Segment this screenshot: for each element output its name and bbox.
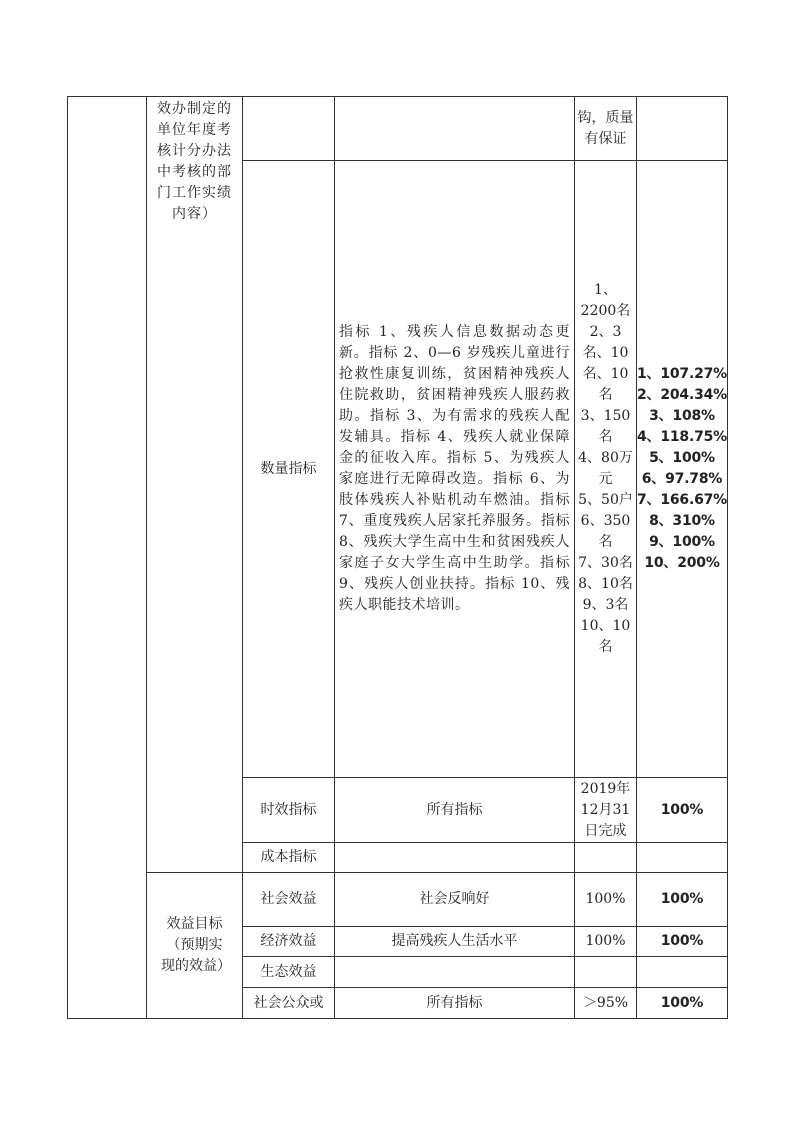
time-indicator-cell (243, 778, 335, 843)
eco-target-blank (575, 957, 637, 988)
quantity-target-item: 1、2200名 (580, 282, 631, 319)
performance-table (67, 96, 728, 1019)
quantity-actual-item: 1、107.27% (637, 366, 727, 382)
quantity-target-item: 2、3名、10名、10名 (582, 324, 629, 403)
actual-blank-cell (637, 97, 728, 161)
economic-target-cell (575, 927, 637, 957)
quantity-actuals-cell (637, 161, 728, 778)
quantity-target-item: 7、30名 (578, 555, 633, 571)
output-category-text: 效办制定的单位年度考核计分办法中考核的部门工作实绩内容） (157, 101, 232, 222)
target-cell (575, 97, 637, 161)
quantity-actual-item: 3、108% (649, 408, 715, 424)
cost-indicator-label: 成本指标 (260, 849, 317, 865)
public-target-cell (575, 988, 637, 1019)
cost-indicator-cell (243, 843, 335, 873)
quantity-targets-cell (575, 161, 637, 778)
quantity-description-cell (335, 161, 575, 778)
time-actual-cell (637, 778, 728, 843)
benefit-category-cell (147, 873, 243, 1019)
public-actual-text: 100% (660, 994, 704, 1011)
economic-actual-cell (637, 927, 728, 957)
output-category-cell (147, 97, 243, 873)
time-description-text: 所有指标 (426, 801, 483, 818)
benefit-category-text: 效益目标（预期实现的效益） (161, 916, 231, 974)
social-target-cell (575, 873, 637, 927)
cost-target-blank (575, 843, 637, 873)
quantity-target-item: 8、10名 (578, 576, 633, 592)
economic-description-text: 提高残疾人生活水平 (391, 933, 518, 949)
public-actual-cell (637, 988, 728, 1019)
quantity-indicator-cell (243, 161, 335, 778)
time-indicator-label: 时效指标 (260, 801, 317, 818)
eco-actual-blank (637, 957, 728, 988)
quantity-actual-item: 2、204.34% (637, 387, 727, 403)
indicator-blank-cell (243, 97, 335, 161)
quantity-actual-item: 8、310% (649, 513, 715, 529)
public-description-text: 所有指标 (426, 994, 483, 1011)
public-target-text: ＞95% (582, 994, 629, 1011)
social-indicator-cell (243, 873, 335, 927)
economic-actual-text: 100% (660, 933, 704, 949)
economic-indicator-label: 经济效益 (260, 933, 317, 949)
quantity-actual-item: 9、100% (649, 534, 715, 550)
outer-blank-cell (68, 97, 147, 1019)
table-row-continuation (68, 97, 728, 161)
quantity-actual-item: 10、200% (644, 555, 720, 571)
economic-indicator-cell (243, 927, 335, 957)
eco-indicator-cell (243, 957, 335, 988)
public-indicator-cell (243, 988, 335, 1019)
quantity-actual-item: 6、97.78% (641, 471, 723, 487)
eco-indicator-label: 生态效益 (260, 963, 317, 980)
time-target-text: 2019年12月31日完成 (580, 780, 631, 839)
economic-target-text: 100% (585, 933, 626, 949)
quantity-actual-item: 4、118.75% (637, 429, 727, 445)
target-text: 钩，质量有保证 (577, 109, 634, 147)
cost-description-blank (335, 843, 575, 873)
description-blank-cell (335, 97, 575, 161)
cost-actual-blank (637, 843, 728, 873)
social-indicator-label: 社会效益 (260, 891, 317, 907)
social-actual-cell (637, 873, 728, 927)
public-description-cell (335, 988, 575, 1019)
quantity-actual-item: 5、100% (649, 450, 715, 466)
quantity-target-item: 10、10名 (580, 618, 631, 655)
economic-description-cell (335, 927, 575, 957)
quantity-description-text: 指标 1、残疾人信息数据动态更新。指标 2、0—6 岁残疾儿童进行抢救性康复训练，贫困精神残疾人住院救助，贫困精神残疾人服药救助。指标 3、为有需求的残疾人配发辅具。指标 4、残疾人就业保障金的征收入库。指标 5、为残疾人家庭进行无障碍改造。指标 6、为肢体残疾人补贴机动车燃油。指标 7、重度残疾人居家托养服务。指标 8、残疾大学生高中生和贫困残疾人家庭子女大学生高中生助学。指标 9、残疾人创业扶持。指标 10、残疾人职能技术培训。 (339, 324, 570, 613)
social-description-cell (335, 873, 575, 927)
social-actual-text: 100% (660, 891, 704, 907)
quantity-indicator-label: 数量指标 (260, 460, 317, 477)
quantity-target-item: 4、80万元 (578, 450, 633, 487)
quantity-target-item: 9、3名 (582, 597, 629, 613)
time-description-cell (335, 778, 575, 843)
quantity-target-item: 6、350名 (580, 513, 631, 550)
social-target-text: 100% (585, 891, 626, 907)
social-description-text: 社会反响好 (419, 891, 490, 907)
public-indicator-label: 社会公众或 (253, 994, 324, 1011)
table-row-social (68, 873, 728, 927)
quantity-target-item: 5、50户 (578, 492, 633, 508)
time-target-cell (575, 778, 637, 843)
time-actual-text: 100% (660, 801, 704, 818)
quantity-target-item: 3、150名 (580, 408, 631, 445)
eco-description-blank (335, 957, 575, 988)
quantity-actual-item: 7、166.67% (637, 492, 727, 508)
